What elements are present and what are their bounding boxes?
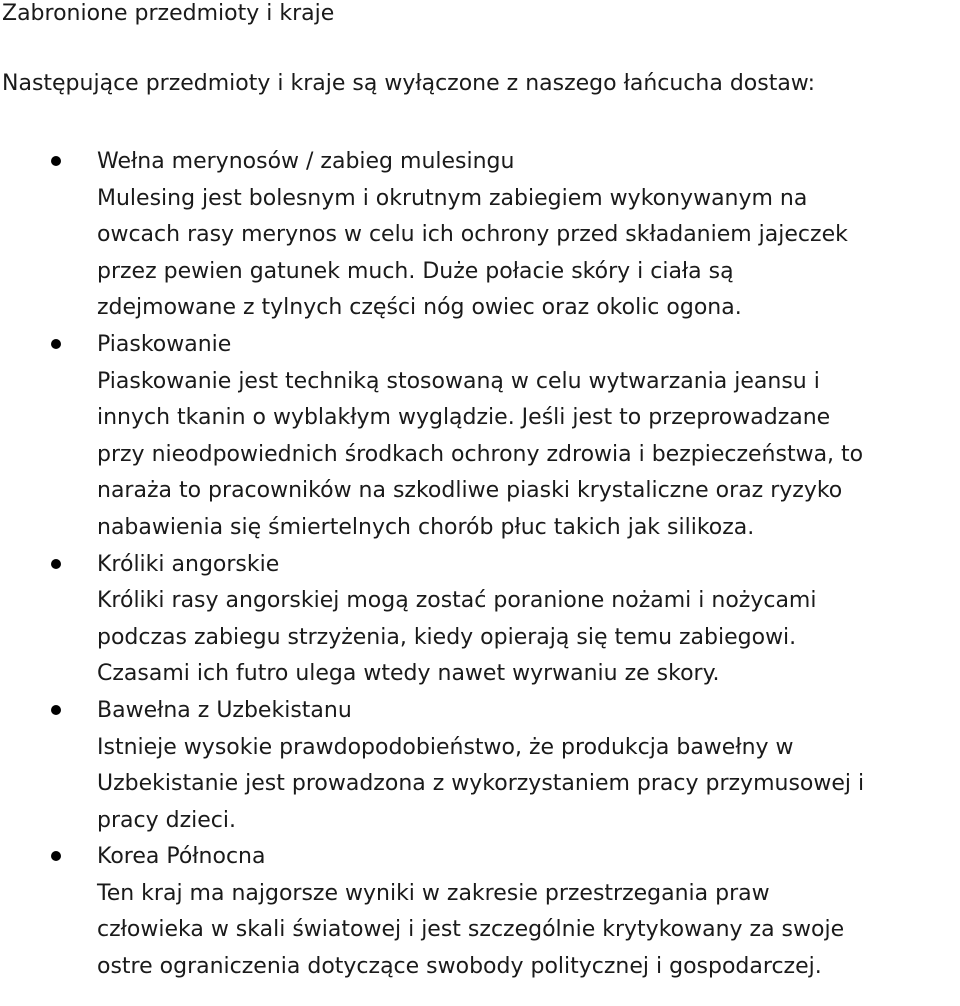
list-item bbox=[0, 327, 960, 547]
item-body-line: zdejmowane z tylnych części nóg owiec oraz okolic ogona. bbox=[97, 295, 742, 321]
bullet-icon bbox=[51, 339, 61, 349]
item-body-line: naraża to pracowników na szkodliwe piaski krystaliczne oraz ryzyko bbox=[97, 478, 843, 504]
bullet-icon bbox=[51, 156, 61, 166]
item-body-line: człowieka w skali światowej i jest szczególnie krytykowany za swoje bbox=[97, 917, 845, 943]
item-body-line: Mulesing jest bolesnym i okrutnym zabiegiem wykonywanym na bbox=[97, 185, 808, 211]
item-body-line: pracy dzieci. bbox=[97, 807, 236, 833]
item-title: Korea Północna bbox=[97, 844, 266, 870]
list-item bbox=[0, 839, 960, 985]
item-body-line: Ten kraj ma najgorsze wyniki w zakresie przestrzegania praw bbox=[97, 880, 770, 906]
item-body-line: przez pewien gatunek much. Duże połacie skóry i ciała są bbox=[97, 258, 734, 284]
item-body-line: innych tkanin o wyblakłym wyglądzie. Jeśli jest to przeprowadzane bbox=[97, 405, 831, 431]
item-body-line: Uzbekistanie jest prowadzona z wykorzystaniem pracy przymusowej i bbox=[97, 771, 865, 797]
list-item bbox=[0, 547, 960, 693]
list-item bbox=[0, 144, 960, 327]
list-item bbox=[0, 693, 960, 839]
excluded-items-list bbox=[0, 144, 960, 986]
intro-text: Następujące przedmioty i kraje są wyłączone z naszego łańcucha dostaw: bbox=[2, 71, 816, 96]
item-body-line: przy nieodpowiednich środkach ochrony zdrowia i bezpieczeństwa, to bbox=[97, 441, 864, 467]
item-body-line: Piaskowanie jest techniką stosowaną w celu wytwarzania jeansu i bbox=[97, 368, 820, 394]
item-body-line: owcach rasy merynos w celu ich ochrony przed składaniem jajeczek bbox=[97, 222, 848, 248]
item-body-line: podczas zabiegu strzyżenia, kiedy opierają się temu zabiegowi. bbox=[97, 624, 797, 650]
page-title: Zabronione przedmioty i kraje bbox=[2, 1, 335, 26]
item-title: Króliki angorskie bbox=[97, 551, 280, 577]
item-body-line: ostre ograniczenia dotyczące swobody politycznej i gospodarczej. bbox=[97, 954, 822, 980]
item-title: Bawełna z Uzbekistanu bbox=[97, 697, 352, 723]
item-body-line: Czasami ich futro ulega wtedy nawet wyrwaniu ze skory. bbox=[97, 661, 720, 687]
item-title: Wełna merynosów / zabieg mulesingu bbox=[97, 149, 515, 174]
item-body-line: nabawienia się śmiertelnych chorób płuc takich jak silikoza. bbox=[97, 514, 755, 540]
item-body-line: Istnieje wysokie prawdopodobieństwo, że produkcja bawełny w bbox=[97, 734, 794, 760]
item-title: Piaskowanie bbox=[97, 331, 232, 357]
bullet-icon bbox=[51, 851, 61, 861]
bullet-icon bbox=[51, 559, 61, 569]
bullet-icon bbox=[51, 705, 61, 715]
item-body-line: Króliki rasy angorskiej mogą zostać poranione nożami i nożycami bbox=[97, 588, 817, 614]
